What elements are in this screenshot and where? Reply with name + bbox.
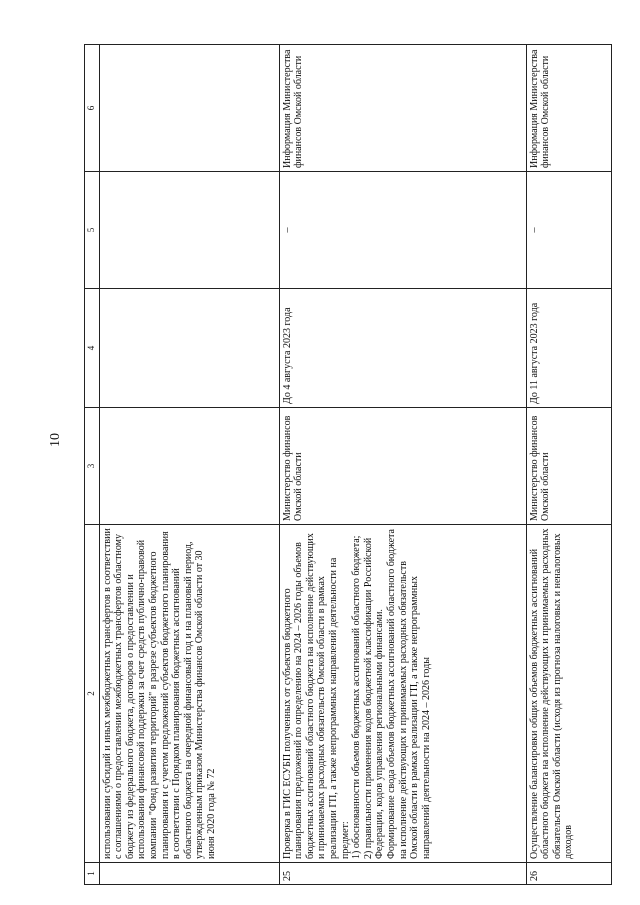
- row-description: Осуществление балансировки общих объемов бюджетных ассигнований областного бюджета на исполнение действующих и принимаемых расходных обязательств Омской области (исходя из прогноза налоговых и неналоговых доходов: [526, 525, 611, 863]
- row-number: [99, 863, 279, 885]
- row-col5: –: [526, 172, 611, 289]
- header-col-6: 6: [85, 45, 100, 172]
- row-executor: Министерство финансов Омской области: [279, 408, 526, 525]
- row-result: Информация Министерства финансов Омской области: [526, 45, 611, 172]
- row-number: 26: [526, 863, 611, 885]
- header-col-1: 1: [85, 863, 100, 885]
- header-col-3: 3: [85, 408, 100, 525]
- row-result: Информация Министерства финансов Омской области: [279, 45, 526, 172]
- page-number: 10: [48, 433, 63, 447]
- header-row: [85, 45, 100, 885]
- header-col-5: 5: [85, 172, 100, 289]
- table-row-26: [526, 45, 611, 885]
- table-row-25: [279, 45, 526, 885]
- header-col-4: 4: [85, 289, 100, 408]
- plan-table: [84, 44, 612, 885]
- row-col5: –: [279, 172, 526, 289]
- rotated-page-content: [84, 45, 636, 885]
- table-row-continuation: [99, 45, 279, 885]
- header-col-2: 2: [85, 525, 100, 863]
- row-number: 25: [279, 863, 526, 885]
- row-deadline: До 11 августа 2023 года: [526, 289, 611, 408]
- row-description: использовании субсидий и иных межбюджетных трансфертов в соответствии с соглашениями о предоставлении межбюджетных трансфертов областному бюджету из федерального бюджета, договоров о предоставлении и использовании финансовой поддержки за счет средств публично-правовой компании "Фонд развития территорий" в разрезе субъектов бюджетного планирования и с учетом предложений субъектов бюджетного планирования в соответствии с Порядком планирования бюджетных ассигнований областного бюджета на очередной финансовый год и на плановый период, утвержденным приказом Министерства финансов Омской области от 30 июня 2020 года № 72: [99, 525, 279, 863]
- row-description: Проверка в ГИС ЕСУБП полученных от субъектов бюджетного планирования предложений по определению на 2024 – 2026 годы объемов бюджетных ассигнований областного бюджета на исполнение действующих и принимаемых расходных обязательств Омской области в рамках реализации ГП, а также непрограммных направлений деятельности на предмет: 1) обоснованности объемов бюджетных ассигнований областного бюджета; 2) правильности применения кодов бюджетной классификации Российской Федерации, кодов управления региональными финансами. Формирование свода объемов бюджетных ассигнований областного бюджета на исполнение действующих и принимаемых расходных обязательств Омской области в рамках реализации ГП, а также непрограммных направлений деятельности на 2024 – 2026 годы: [279, 525, 526, 863]
- row-deadline: До 4 августа 2023 года: [279, 289, 526, 408]
- row-result: [99, 45, 279, 172]
- row-col5: [99, 172, 279, 289]
- row-executor: [99, 408, 279, 525]
- row-executor: Министерство финансов Омской области: [526, 408, 611, 525]
- row-deadline: [99, 289, 279, 408]
